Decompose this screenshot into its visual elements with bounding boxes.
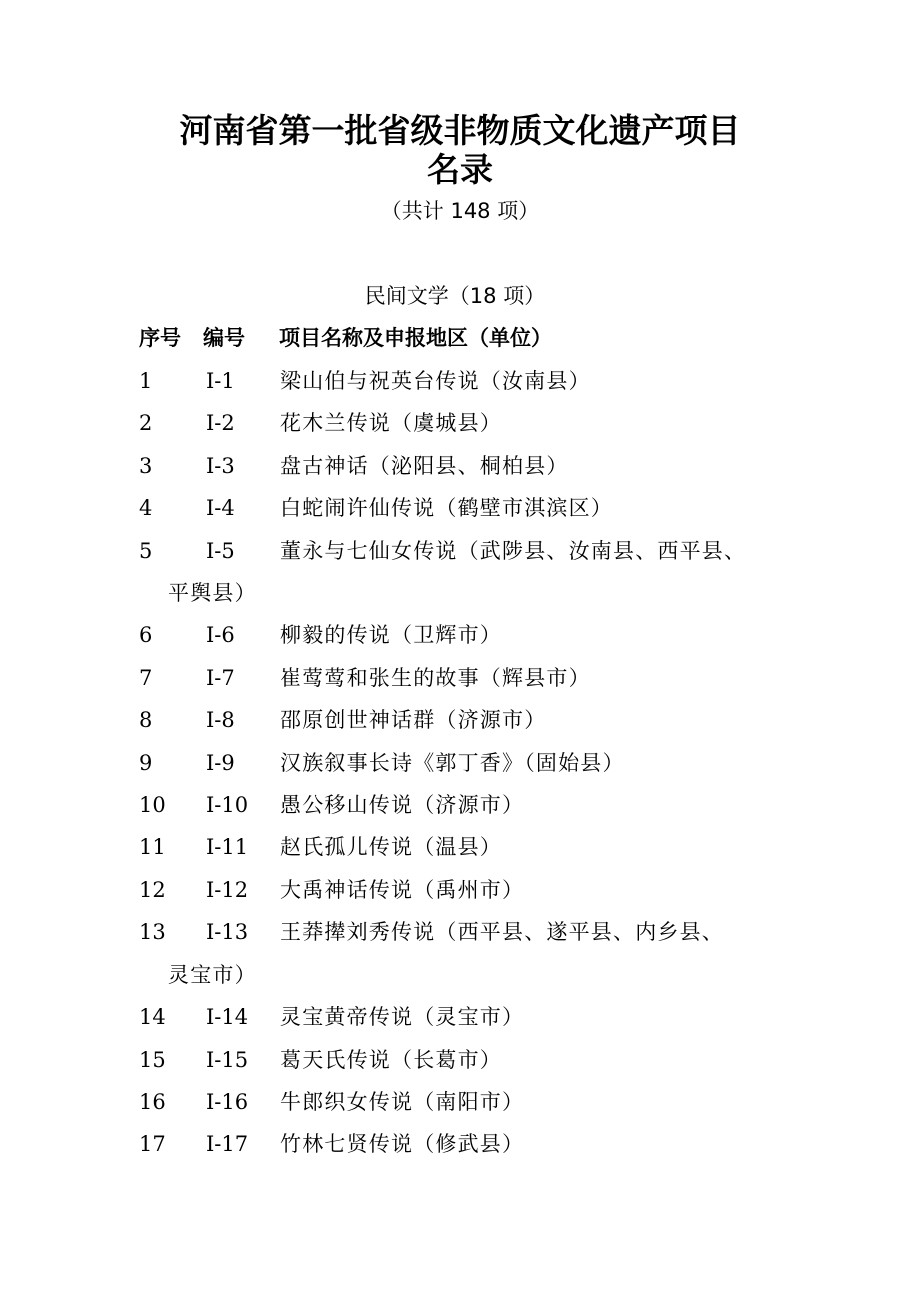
item-seq: 11 xyxy=(139,835,166,860)
item-code: I-5 xyxy=(206,538,235,563)
list-item xyxy=(0,826,920,868)
item-name xyxy=(280,784,800,826)
list-item xyxy=(0,911,920,996)
item-name xyxy=(280,1123,800,1165)
item-name-text: 赵氏孤儿传说（温县） xyxy=(280,835,502,860)
item-name-text: 柳毅的传说（卫辉市） xyxy=(280,623,502,648)
item-name-text: 盘古神话（泌阳县、桐柏县） xyxy=(280,453,569,478)
item-seq: 3 xyxy=(139,453,153,478)
document-title-line2: 名录 xyxy=(427,150,493,189)
item-name xyxy=(280,360,800,402)
list-item xyxy=(0,1081,920,1123)
header-seq: 序号 xyxy=(139,326,181,350)
item-seq: 10 xyxy=(139,793,166,818)
item-seq: 15 xyxy=(139,1047,166,1072)
item-name-text: 葛天氏传说（长葛市） xyxy=(280,1047,502,1072)
item-seq: 6 xyxy=(139,623,153,648)
item-seq: 9 xyxy=(139,750,153,775)
item-seq: 13 xyxy=(139,920,166,945)
item-name xyxy=(280,996,800,1038)
item-name-text: 邵原创世神话群（济源市） xyxy=(280,708,547,733)
item-list xyxy=(0,360,920,1166)
item-seq: 17 xyxy=(139,1132,166,1157)
item-code: I-17 xyxy=(206,1132,249,1157)
item-name-text: 牛郎织女传说（南阳市） xyxy=(280,1089,525,1114)
item-name xyxy=(280,657,800,699)
item-name xyxy=(280,742,800,784)
header-name: 项目名称及申报地区（单位） xyxy=(279,326,552,350)
item-code: I-6 xyxy=(206,623,235,648)
item-code: I-1 xyxy=(206,369,235,393)
item-name xyxy=(280,826,800,868)
list-item xyxy=(0,445,920,487)
item-seq: 2 xyxy=(139,411,153,436)
list-item xyxy=(0,869,920,911)
item-code: I-8 xyxy=(206,708,235,733)
item-seq: 12 xyxy=(139,877,166,902)
item-name-text: 王莽撵刘秀传说（西平县、遂平县、内乡县、 xyxy=(280,920,724,945)
item-code: I-13 xyxy=(206,920,249,945)
item-code: I-15 xyxy=(206,1047,249,1072)
item-name-continuation: 灵宝市） xyxy=(168,962,257,987)
item-seq: 16 xyxy=(139,1089,166,1114)
item-name-text: 灵宝黄帝传说（灵宝市） xyxy=(280,1005,525,1030)
item-seq: 14 xyxy=(139,1005,166,1030)
item-name xyxy=(280,1039,800,1081)
item-name-text: 大禹神话传说（禹州市） xyxy=(280,877,525,902)
item-name xyxy=(280,487,800,529)
list-item xyxy=(0,1039,920,1081)
item-code: I-2 xyxy=(206,411,235,436)
list-item xyxy=(0,742,920,784)
document-title-line1: 河南省第一批省级非物质文化遗产项目 xyxy=(179,111,741,150)
total-count: （共计 148 项） xyxy=(380,199,540,223)
item-code: I-4 xyxy=(206,496,235,521)
item-code: I-14 xyxy=(206,1005,249,1030)
section-title: 民间文学（18 项） xyxy=(364,284,546,308)
item-name xyxy=(280,614,800,656)
list-item xyxy=(0,487,920,529)
item-seq: 4 xyxy=(139,496,153,521)
item-code: I-7 xyxy=(206,665,235,690)
list-item xyxy=(0,402,920,444)
list-item xyxy=(0,614,920,656)
item-code: I-12 xyxy=(206,877,249,902)
item-name-text: 愚公移山传说（济源市） xyxy=(280,793,525,818)
item-seq: 5 xyxy=(139,538,153,563)
item-name xyxy=(280,445,800,487)
list-item xyxy=(0,657,920,699)
item-name xyxy=(280,869,800,911)
item-name xyxy=(280,402,800,444)
item-name-text: 竹林七贤传说（修武县） xyxy=(280,1132,525,1157)
item-name-text: 梁山伯与祝英台传说（汝南县） xyxy=(280,369,591,393)
item-name-text: 汉族叙事长诗《郭丁香》（固始县） xyxy=(280,750,625,775)
item-seq: 7 xyxy=(139,665,153,690)
item-seq: 8 xyxy=(139,708,153,733)
item-name-text: 花木兰传说（虞城县） xyxy=(280,411,502,436)
item-seq: 1 xyxy=(139,369,153,393)
list-item xyxy=(0,530,920,615)
item-code: I-10 xyxy=(206,793,249,818)
item-name-continuation: 平舆县） xyxy=(168,581,257,606)
item-name-text: 白蛇闹许仙传说（鹤壁市淇滨区） xyxy=(280,496,613,521)
item-code: I-16 xyxy=(206,1089,249,1114)
item-code: I-11 xyxy=(206,835,249,860)
item-name-text: 崔莺莺和张生的故事（辉县市） xyxy=(280,665,591,690)
item-name xyxy=(280,1081,800,1123)
item-code: I-3 xyxy=(206,453,235,478)
list-item xyxy=(0,699,920,741)
list-item xyxy=(0,360,920,402)
item-code: I-9 xyxy=(206,750,235,775)
item-name-text: 董永与七仙女传说（武陟县、汝南县、西平县、 xyxy=(280,538,747,563)
table-header xyxy=(0,322,920,354)
header-code: 编号 xyxy=(203,326,245,350)
list-item xyxy=(0,784,920,826)
list-item xyxy=(0,1123,920,1165)
list-item xyxy=(0,996,920,1038)
item-name xyxy=(280,699,800,741)
